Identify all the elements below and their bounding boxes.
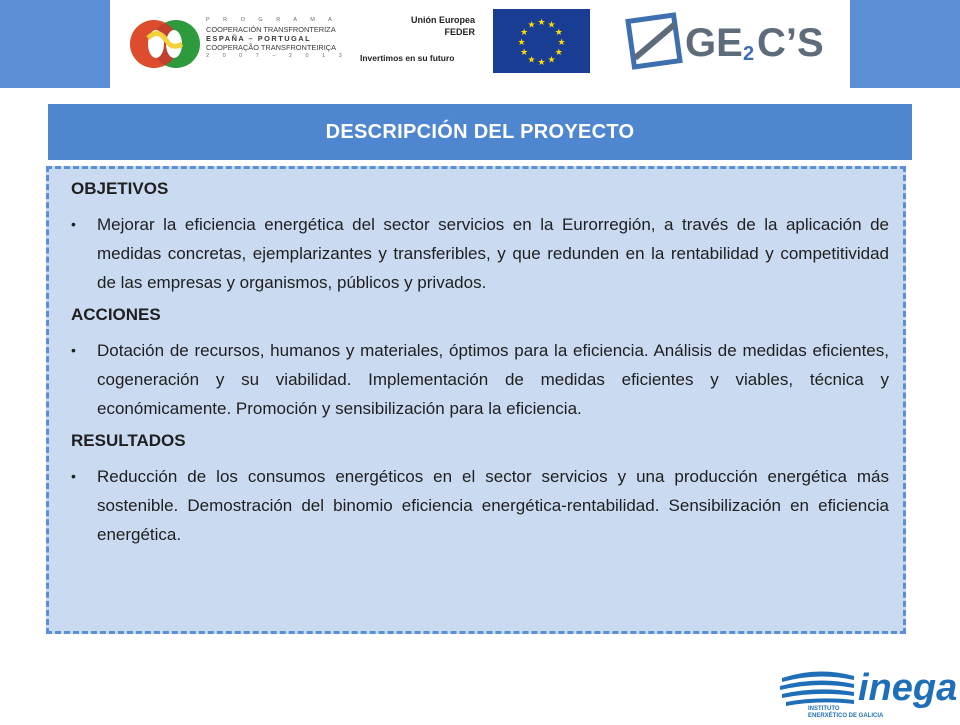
svg-text:★: ★ bbox=[547, 20, 556, 31]
svg-text:★: ★ bbox=[537, 58, 546, 68]
svg-text:★: ★ bbox=[520, 48, 529, 58]
eu-line3: Invertimos en su futuro bbox=[360, 53, 455, 63]
eu-line1: Unión Europea bbox=[410, 15, 475, 25]
list-item bbox=[71, 336, 889, 423]
inega-emblem-icon bbox=[778, 664, 958, 720]
svg-text:GE: GE bbox=[685, 21, 743, 65]
svg-text:★: ★ bbox=[517, 38, 526, 48]
svg-text:★: ★ bbox=[557, 38, 566, 48]
poctep-emblem-icon bbox=[128, 14, 203, 74]
poctep-line4: COOPERAÇÃO TRANSFRONTEIRIÇA bbox=[206, 43, 337, 52]
svg-text:★: ★ bbox=[527, 55, 536, 66]
svg-text:2: 2 bbox=[743, 43, 755, 65]
poctep-logo bbox=[128, 14, 363, 74]
poctep-line3: ESPAÑA – PORTUGAL bbox=[206, 34, 312, 43]
section-text-resultados: Reducción de los consumos energéticos en el sector servicios y una producción energética más sostenible. Demostración del binomio eficiencia energética-rentabilidad. Sensibilización en eficiencia energética. bbox=[97, 467, 889, 544]
poctep-line1: P R O G R A M A bbox=[206, 17, 338, 23]
inega-logo bbox=[778, 664, 958, 720]
bullet-icon: • bbox=[71, 216, 76, 232]
inega-line2: ENERXÉTICO DE GALICIA bbox=[808, 713, 884, 719]
bullet-icon: • bbox=[71, 468, 76, 484]
svg-text:★: ★ bbox=[537, 18, 546, 28]
section-heading-acciones: ACCIONES bbox=[71, 305, 161, 324]
svg-text:★: ★ bbox=[527, 20, 536, 31]
inega-line1: INSTITUTO bbox=[808, 706, 840, 712]
poctep-line5: 2 0 0 7 – 2 0 1 3 bbox=[206, 53, 348, 59]
header-band-left bbox=[0, 0, 110, 88]
gecs-logo bbox=[625, 8, 840, 74]
poctep-line2: COOPERACIÓN TRANSFRONTERIZA bbox=[206, 25, 336, 34]
poctep-text bbox=[206, 16, 364, 61]
svg-text:★: ★ bbox=[554, 28, 563, 38]
project-description bbox=[46, 166, 906, 634]
section-text-acciones: Dotación de recursos, humanos y materiales, óptimos para la eficiencia. Análisis de medidas eficientes, cogeneración y su viabilidad. Implementación de medidas eficientes y viables, técnica y económicamente. Promoción y sensibilización para la eficiencia. bbox=[97, 341, 889, 418]
svg-text:C’S: C’S bbox=[757, 21, 824, 65]
list-item bbox=[71, 210, 889, 297]
page-title: DESCRIPCIÓN DEL PROYECTO bbox=[48, 104, 912, 160]
header-logos bbox=[110, 0, 850, 88]
list-item bbox=[71, 462, 889, 549]
bullet-icon: • bbox=[71, 342, 76, 358]
svg-text:★: ★ bbox=[520, 28, 529, 38]
section-text-objetivos: Mejorar la eficiencia energética del sector servicios en la Eurorregión, a través de la aplicación de medidas concretas, ejemplarizantes y transferibles, y que redunden en la rentabilidad y competitividad de las empresas y organismos, públicos y privados. bbox=[97, 215, 889, 292]
svg-text:★: ★ bbox=[547, 55, 556, 66]
eu-line2: FEDER bbox=[444, 27, 475, 37]
eu-stars-icon bbox=[493, 9, 590, 73]
section-heading-objetivos: OBJETIVOS bbox=[71, 179, 169, 198]
inega-wordmark: inega bbox=[858, 667, 958, 709]
header-band-right bbox=[850, 0, 960, 88]
eu-flag bbox=[493, 9, 590, 73]
gecs-emblem-icon bbox=[625, 8, 840, 74]
svg-text:★: ★ bbox=[554, 48, 563, 58]
section-heading-resultados: RESULTADOS bbox=[71, 431, 186, 450]
eu-text bbox=[360, 14, 475, 64]
